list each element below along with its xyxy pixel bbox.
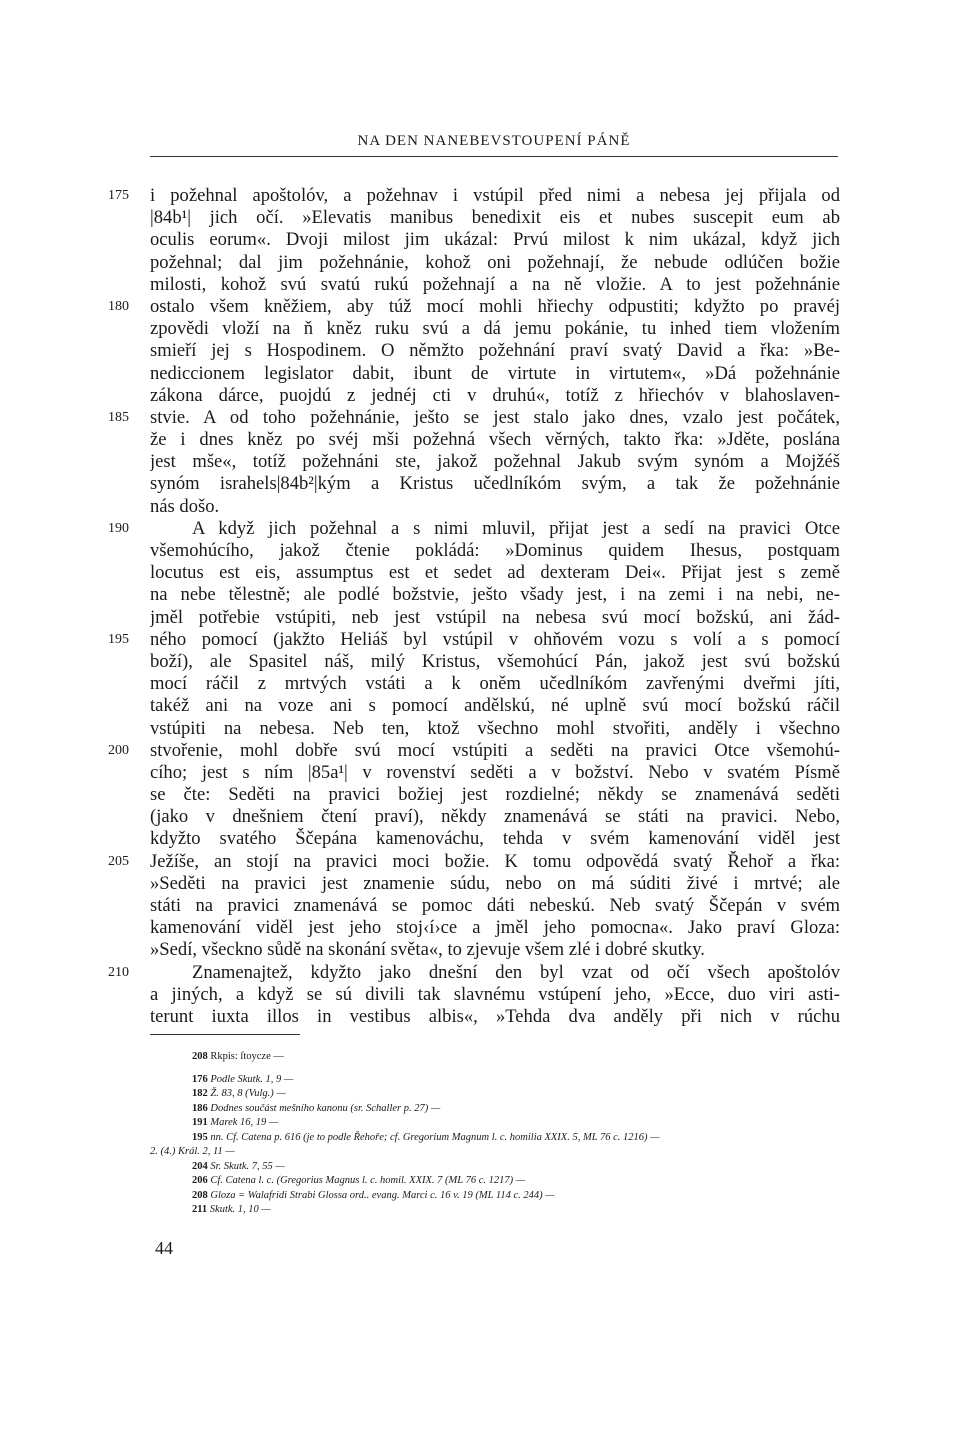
- text-line: takéž ani na voze ani s pomocí andělskú, né uplně svú mocí božskú ráčil: [150, 695, 840, 717]
- text-line: vstúpiti na nebesa. Neb ten, ktož všechno mohl stvořiti, anděly i všechno: [150, 717, 840, 739]
- text-line: požehnal; dal jim požehnánie, kohož oni požehnají, že nebude odlúčen božie: [150, 251, 840, 273]
- text-line: kdyžto svatého Ščepána kamenováchu, tehda v svém kamenování viděl jest: [150, 828, 840, 850]
- header-rule: [150, 156, 838, 157]
- body-text: [150, 185, 840, 1028]
- footnote-text: Rkpis: ſtoycze —: [210, 1051, 284, 1062]
- line-number-195: 195: [108, 632, 129, 647]
- footnote: [150, 1203, 840, 1218]
- text-line: se čte: Seděti na pravici božiej jest rozdielné; někdy se znamenává seděti: [150, 784, 840, 806]
- text-line: »Sedí, všeckno sůdě na skonání světa«, to zjevuje všem zlé i dobré skutky.: [150, 939, 705, 961]
- footnote-number: 186: [192, 1102, 208, 1114]
- footnote-number: 206: [192, 1175, 208, 1186]
- line-number-210: 210: [108, 965, 129, 980]
- text-line: zákona dárce, puojdú z jednéj cti v druhú«, totíž z hřiechóv v blahoslaven-: [150, 384, 840, 406]
- footnote-number: 211: [192, 1204, 208, 1215]
- footnote-number: 176: [192, 1073, 208, 1085]
- footnote: [150, 1160, 840, 1175]
- footnote: [150, 1116, 840, 1131]
- text-line: boží), ale Spasitel náš, milý Kristus, všemohúcí Pán, jakož jest svú božskú: [150, 650, 840, 672]
- text-line: terunt iuxta illos in vestibus albis«, »Tehda dva anděly při nich v rúchu: [150, 1005, 840, 1027]
- footnote-number: 195: [192, 1131, 208, 1143]
- footnote: [150, 1073, 840, 1088]
- text-line: jest mše«, totíž požehnáni ste, jakož požehnal Jakub svým synóm a Mojžéš: [150, 451, 840, 473]
- text-line: »Seděti na pravici jest znamenie súdu, nebo on má súditi živé i mrtvé; ale: [150, 872, 840, 894]
- footnote-text: nn. Cf. Catena p. 616 (je to podle Řehoře; cf. Gregorium Magnum l. c. homilia XXIX. 5, ML 76 c. 1216) —: [210, 1131, 660, 1143]
- text-line: milosti, kohož svú svatú rukú požehnají a na ně vložie. A to jest požehnánie: [150, 273, 840, 295]
- footnote-text: 2. (4.) Král. 2, 11 —: [150, 1146, 235, 1157]
- footnote-number: 182: [192, 1088, 208, 1099]
- footnote: [150, 1174, 840, 1189]
- footnote-text: Skutk. 1, 10 —: [209, 1204, 271, 1215]
- footnote-text: Podle Skutk. 1, 9 —: [210, 1073, 294, 1085]
- text-line: locutus est eis, assumptus est et sedet ad dexteram Dei«. Přijat jest s země: [150, 562, 840, 584]
- footnote: [150, 1131, 840, 1146]
- footnote-text: Gloza = Walafridi Strabi Glossa ord.. evang. Marci c. 16 v. 19 (ML 114 c. 244) —: [210, 1189, 555, 1201]
- text-line: stvie. A od toho požehnánie, ješto se jest stalo jako dnes, vzalo jest počátek,: [150, 406, 840, 428]
- footnote-rule: [150, 1034, 300, 1035]
- footnote-text: Ž. 83, 8 (Vulg.) —: [210, 1088, 286, 1099]
- text-line: zpovědi vloží na ň kněz ruku svú a dá jemu pokánie, tu inhed tiem vložením: [150, 318, 840, 340]
- line-number-180: 180: [108, 299, 129, 314]
- text-line: oculis eorum«. Dvoji milost jim ukázal: Prvú milost k nim ukázal, když jich: [150, 229, 840, 251]
- text-line: mocí ráčil z mrtvých vstáti a k oněm učedlníkóm zavřenými dveřmi jíti,: [150, 673, 840, 695]
- footnote: [150, 1087, 840, 1102]
- running-head: NA DEN NANEBEVSTOUPENÍ PÁNĚ: [357, 133, 631, 149]
- text-line: cího; jest s ním |85a¹| v rovenství seděti a v božství. Nebo v svatém Písmě: [150, 761, 840, 783]
- text-line: kamenování viděl jest jeho stoj‹í›ce a jměl jeho pomocna«. Jako praví Gloza:: [150, 917, 840, 939]
- text-line: ného pomocí (jakžto Heliáš byl vstúpil v ohňovém vozu s volí a s pomocí: [150, 628, 840, 650]
- footnote-number: 204: [192, 1160, 208, 1172]
- text-line: nás došo.: [150, 495, 220, 517]
- footnote-text: Marek 16, 19 —: [210, 1117, 279, 1128]
- text-line: smieří jej s Hospodinem. O němžto požehnání praví svatý David a řka: »Be-: [150, 340, 840, 362]
- text-line: ostalo všem kněžiem, aby túž mocí mohli hřiechy odpustiti; kdyžto po pravéj: [150, 295, 840, 317]
- footnote-text: Cf. Catena l. c. (Gregorius Magnus l. c. homil. XXIX. 7 (ML 76 c. 1217) —: [210, 1175, 526, 1186]
- text-line: synóm israhels|84b²|kým a Kristus učedlníkóm svým, a tak že požehnánie: [150, 473, 840, 495]
- footnote: [150, 1189, 840, 1204]
- footnote-continuation: [150, 1145, 840, 1160]
- line-number-185: 185: [108, 410, 129, 425]
- line-number-205: 205: [108, 854, 129, 869]
- text-line: i požehnal apoštolóv, a požehnav i vstúpil před nimi a nebesa jej přijala od: [150, 185, 840, 206]
- text-line: |84b¹| jich očí. »Elevatis manibus benedixit eis et nubes suscepit eum ab: [150, 207, 840, 229]
- footnotes: [150, 1050, 840, 1218]
- page-number: 44: [155, 1238, 173, 1258]
- footnote-textual: [150, 1050, 840, 1065]
- text-line: státi na pravici znamenává se pomoc dáti nebeskú. Neb svatý Ščepán v svém: [150, 895, 840, 916]
- footnote-text: Dodnes součást mešního kanonu (sr. Schaller p. 27) —: [210, 1102, 441, 1114]
- text-line: na nebe tělestně; ale podlé božstvie, ješto všady jest, i na zemi i na nebi, ne-: [150, 584, 840, 606]
- text-line: stvořenie, mohl dobře svú mocí vstúpiti a seděti na pravici Otce všemohú-: [150, 739, 840, 761]
- text-line: Ježíše, an stojí na pravici moci božie. K tomu odpovědá svatý Řehoř a řka:: [150, 850, 840, 872]
- footnote-number: 208: [192, 1051, 208, 1062]
- footnote-text: Sr. Skutk. 7, 55 —: [210, 1160, 285, 1172]
- line-number-200: 200: [108, 743, 129, 758]
- text-line: všemohúcího, jakož čtenie pokládá: »Dominus quidem Ihesus, postquam: [150, 540, 840, 561]
- footnote-number: 208: [192, 1189, 208, 1201]
- text-line: jměl potřebie vstúpiti, neb jest vstúpil na nebesa svú mocí božskú, ani žád-: [150, 606, 840, 628]
- text-line: a jiných, a když se sú divili tak slavnému vstúpení jeho, »Ecce, duo viri asti-: [150, 983, 840, 1005]
- footnote: [150, 1102, 840, 1117]
- text-line: Znamenajtež, kdyžto jako dnešní den byl vzat od očí všech apoštolóv: [192, 961, 840, 983]
- text-line: že i dnes kněz po svéj mši požehná všech věrných, takto řka: »Jděte, poslána: [150, 429, 840, 451]
- line-number-190: 190: [108, 521, 129, 536]
- footnote-number: 191: [192, 1117, 208, 1128]
- text-line: (jako v dnešniem čtení praví), někdy znamenává se státi na pravici. Nebo,: [150, 806, 840, 828]
- line-number-175: 175: [108, 188, 129, 203]
- text-line: nediccionem legislator dabit, ibunt de virtute in virtutem«, »Dá požehnánie: [150, 362, 840, 384]
- text-line: A když jich požehnal a s nimi mluvil, přijat jest a sedí na pravici Otce: [192, 517, 840, 539]
